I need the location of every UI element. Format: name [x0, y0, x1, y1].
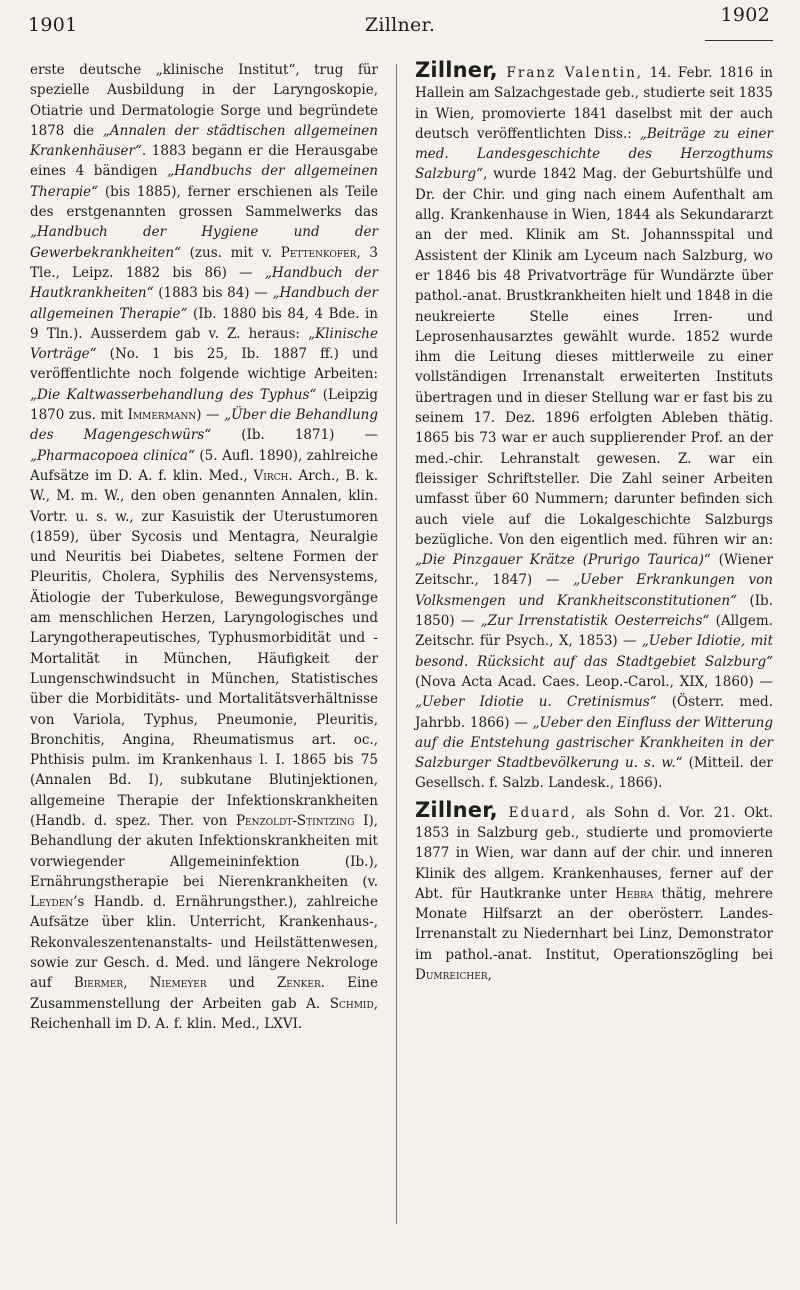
text-run: (Nova Acta Acad. Caes. Leop.-Carol., XIX, 1860) —: [415, 673, 773, 690]
work-title: „Klinische Vorträge“: [30, 325, 378, 363]
person-name: Penzoldt-Stintzing: [235, 812, 355, 829]
text-run: ,: [487, 967, 492, 984]
work-title: „Die Pinzgauer Krätze (Prurigo Taurica)“: [415, 552, 711, 569]
person-name: Pettenkofer: [280, 244, 357, 261]
work-title: „Ueber Idiotie, mit besond. Rücksicht auf das Stadtgebiet Salzburg“: [415, 633, 774, 670]
page-header: [0, 0, 800, 52]
work-title: „Annalen der städtischen allgemeinen Krankenhäuser“: [30, 122, 378, 160]
work-title: „Zur Irrenstatistik Oesterreichs“: [480, 613, 710, 630]
person-name: Zenker: [276, 975, 321, 992]
person-name: Schmid: [329, 995, 374, 1012]
text-run: 14. Febr. 1816 in Hallein am Salzachgestade geb., studierte seit 1835 in Wien, promovierte 1841 daselbst mit der auch deutsch veröffentlichten Diss.:: [415, 65, 773, 142]
left-column: [30, 60, 378, 1034]
page-number-right: 1902: [720, 4, 770, 26]
person-name: Biermer: [73, 975, 124, 992]
text-run: ,: [123, 975, 150, 992]
work-title: „Pharmacopoea clinica“: [30, 447, 195, 464]
person-name: Dumreicher: [415, 967, 488, 984]
text-run: (Österr. med. Jahrbb. 1866) —: [415, 694, 773, 731]
right-column: [415, 60, 773, 991]
text-run: als Sohn d. Vor. 21. Okt. 1853 in Salzburg geb., studierte und promovierte 1877 in Wien, war dann auf der chir. und inneren Klinik des allgem. Krankenhauses, ferner auf der Abt. für Hautkranke unter: [415, 804, 774, 902]
work-title: „Ueber Erkrankungen von Volksmengen und Krankheitsconstitutionen“: [415, 572, 773, 609]
text-run: . Arch., B. k. W., M. m. W., den oben genannten Annalen, klin. Vortr. u. s. w., zur Kasuistik der Uterustumoren (1859), über Sycosis und Mentagra, Neuralgie und Neuritis bei Diabetes, seltene Formen der Pleuritis, Cholera, Syphilis des Nervensystems, Ätiologie der Tuberkulose, Bewegungsvorgänge am menschlichen Herzen, Laryngologisches und Laryngotherapeutisches, Typhusmorbidität und -Mortalität in München, Häufigkeit der Lungenschwindsucht in München, Statistisches über die Morbiditäts- und Mortalitätsverhältnisse von Variola, Typhus, Pneumonie, Pleuritis, Bronchitis, Angina, Rheumatismus art. oc., Phthisis pulm. im Krankenhaus l. I. 1865 bis 75 (Annalen Bd. I), subkutane Blutinjektionen, allgemeine Therapie der Infektionskrankheiten (Handb. d. spez. Ther. von: [30, 467, 379, 829]
work-title: „Handbuch der Hautkrankheiten“: [30, 264, 379, 302]
text-run: , wurde 1842 Mag. der Geburtshülfe und Dr. der Chir. und ging nach einem Aufenthalt am allg. Krankenhause in Wien, 1844 als Sekundararzt an der med. Klinik am St. Johannsspital und Assistent der Klinik am Lyceum nach Salzburg, wo er 1846 bis 48 Privatvorträge für Wundärzte über pathol.-anat. Brustkrankheiten hielt und 1848 in die neukreierte Stelle eines Irren- und Leprosenhausarztes gewählt wurde. 1852 wurde ihm die Leitung dieses mittlerweile zu einer vollständigen Irrenanstalt erweiterten Instituts übertragen und in dieser Stellung war er fast bis zu seinem 17. Dez. 1896 erfolgten Ableben thätig. 1865 bis 73 war er auch supplierender Prof. an der med.-chir. Lehranstalt gewesen. Z. war ein fleissiger Schriftsteller. Die Zahl seiner Arbeiten umfasst über 60 Nummern; darunter befinden sich auch viele auf die Lokalgeschichte Salzburgs bezügliche. Von den eigentlich med. führen wir an:: [415, 166, 773, 548]
text-run: (Mitteil. der Gesellsch. f. Salzb. Landesk., 1866).: [415, 755, 774, 792]
text-run: (Ib. 1850) —: [415, 592, 773, 630]
text-run: und: [206, 975, 277, 992]
person-name: Immermann: [127, 407, 197, 424]
text-run: (Ib. 1880 bis 84, 4 Bde. in 9 Tln.). Ausserdem gab v. Z. heraus:: [30, 305, 378, 342]
text-run: , 3 Tle., Leipz. 1882 bis 86) —: [30, 244, 378, 281]
running-head: Zillner.: [364, 14, 436, 36]
entry-given-name: Eduard,: [497, 804, 578, 821]
page-number-left: 1901: [28, 14, 78, 36]
text-run: ) —: [196, 407, 225, 424]
text-run: ’s Handb. d. Ernährungsther.), zahlreiche Aufsätze über klin. Unterricht, Krankenhaus-, Rekonvaleszentenanstalts- und Heilstättenwesen, sowie zur Gesch. d. Med. und längere Nekrologe auf: [30, 894, 378, 992]
text-run: thätig, mehrere Monate Hilfsarzt an der oberösterr. Landes-Irrenanstalt zu Niedernhart bei Linz, Demonstrator im pathol.-anat. Institut, Operationszögling bei: [415, 885, 773, 963]
text-run: (5. Aufl. 1890), zahlreiche Aufsätze im D. A. f. klin. Med.,: [30, 447, 378, 484]
text-run: (Leipzig 1870 zus. mit: [30, 386, 378, 424]
column-divider: [396, 64, 397, 1224]
person-name: Niemeyer: [149, 975, 207, 992]
text-run: , Reichenhall im D. A. f. klin. Med., LXVI.: [30, 995, 378, 1032]
text-run: (Allgem. Zeitschr. für Psych., X, 1853) —: [415, 613, 773, 650]
entry-eduard-zillner: [415, 797, 774, 986]
text-run: . Eine Zusammenstellung der Arbeiten gab A.: [30, 975, 378, 1012]
left-column-text: [30, 60, 378, 1034]
entry-franz-valentin-zillner: [415, 60, 773, 794]
text-run: (1883 bis 84) —: [153, 285, 273, 302]
text-run: (Ib. 1871) —: [211, 427, 378, 444]
person-name: Leyden: [30, 894, 74, 911]
entry-headword: Zillner,: [415, 797, 498, 822]
work-title: „Handbuch der allgemeinen Therapie“: [30, 285, 378, 322]
entry-headword: Zillner,: [415, 58, 498, 82]
work-title: „Die Kaltwasserbehandlung des Typhus“: [30, 386, 317, 403]
text-run: erste deutsche „klinische Institut“, trug für spezielle Ausbildung in der Laryngoskopie, Otiatrie und Dermatologie Sorge und begründete 1878 die: [30, 62, 378, 139]
work-title: „Über die Behandlung des Magengeschwürs“: [30, 407, 378, 444]
text-run: (bis 1885), ferner erschienen als Teile des erstgenannten grossen Sammelwerks das: [30, 183, 378, 221]
text-run: (Wiener Zeitschr., 1847) —: [415, 552, 773, 589]
work-title: „Ueber Idiotie u. Cretinismus“: [415, 694, 657, 711]
work-title: „Handbuch der Hygiene und der Gewerbekrankheiten“: [30, 224, 378, 261]
text-run: (No. 1 bis 25, Ib. 1887 ff.) und veröffentlichte noch folgende wichtige Arbeiten:: [30, 346, 378, 383]
person-name: Hebra: [615, 885, 654, 902]
work-title: „Handbuchs der allgemeinen Therapie“: [30, 163, 378, 200]
text-run: . 1883 begann er die Herausgabe eines 4 bändigen: [30, 143, 378, 180]
header-rule: [705, 40, 773, 41]
text-run: (zus. mit v.: [180, 244, 281, 261]
work-title: „Beiträge zu einer med. Landesgeschichte des Herzogthums Salzburg“: [415, 125, 773, 183]
work-title: „Ueber den Einfluss der Witterung auf die Entstehung gastrischer Krankheiten in der Salzburger Stadtbevölkerung u. s. w.“: [415, 714, 773, 772]
text-run: I), Behandlung der akuten Infektionskrankheiten mit vorwiegender Allgemeininfektion (Ib.), Ernährungstherapie bei Nierenkrankheiten (v.: [30, 812, 379, 890]
entry-given-name: Franz Valentin,: [497, 65, 644, 81]
person-name: Virch: [253, 467, 289, 484]
